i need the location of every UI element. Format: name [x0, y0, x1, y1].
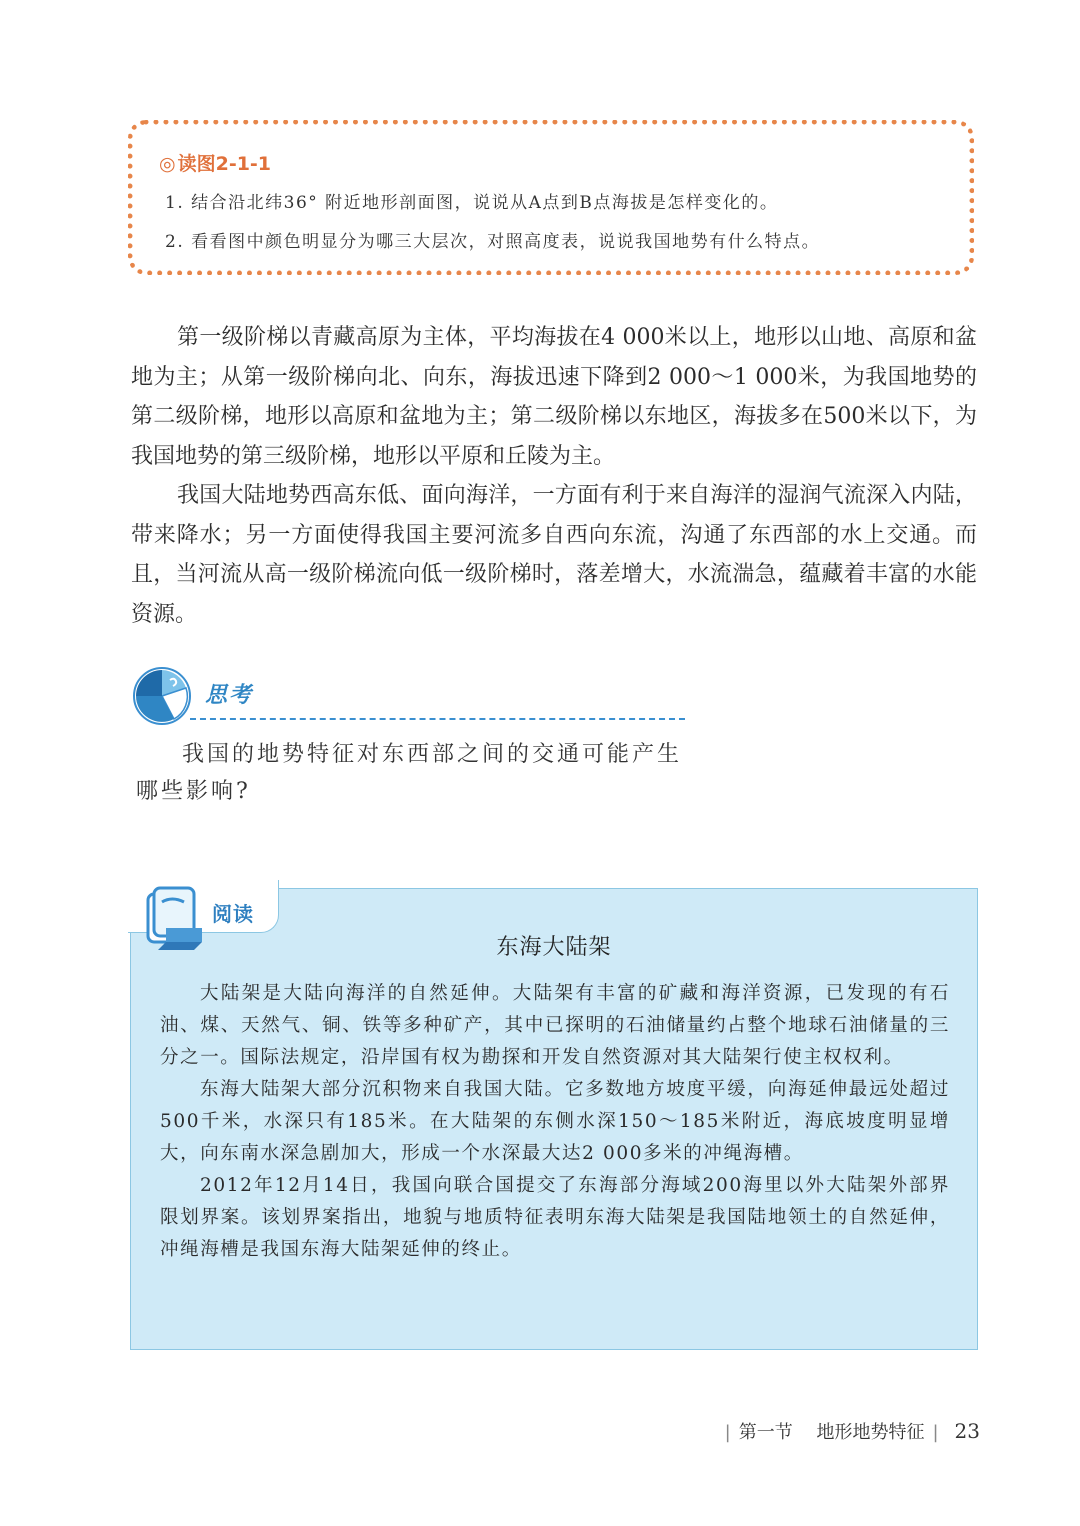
think-label: 思考 [205, 683, 254, 708]
main-text [131, 318, 977, 634]
reading-title: 东海大陆架 [496, 935, 612, 960]
think-pie-icon [132, 666, 192, 726]
footer-section: 第一节 [738, 1422, 793, 1443]
page-footer [717, 1418, 980, 1444]
think-question: 我国的地势特征对东西部之间的交通可能产生哪些影响? [136, 742, 683, 804]
target-icon: ◎ [159, 153, 176, 175]
reading-label: 阅读 [212, 902, 254, 926]
think-divider [190, 718, 685, 720]
footer-divider: | [932, 1422, 939, 1443]
read-question-2: 2. 看看图中颜色明显分为哪三大层次，对照高度表，说说我国地势有什么特点。 [165, 232, 821, 252]
reading-text [160, 978, 950, 1266]
footer-chapter-title: 地形地势特征 [816, 1422, 925, 1443]
reading-paragraph-2: 东海大陆架大部分沉积物来自我国大陆。它多数地方坡度平缓，向海延伸最远处超过500千米，水深只有185米。在大陆架的东侧水深150～185米附近，海底坡度明显增大，向东南水深急剧加大，形成一个水深最大达2 000多米的冲绳海槽。 [160, 1079, 950, 1164]
read-question-1: 1. 结合沿北纬36° 附近地形剖面图，说说从A点到B点海拔是怎样变化的。 [165, 193, 779, 213]
body-paragraph-2: 我国大陆地势西高东低、面向海洋，一方面有利于来自海洋的湿润气流深入内陆，带来降水；另一方面使得我国主要河流多自西向东流，沟通了东西部的水上交通。而且，当河流从高一级阶梯流向低一级阶梯时，落差增大，水流湍急，蕴藏着丰富的水能资源。 [131, 483, 977, 627]
reading-paragraph-1: 大陆架是大陆向海洋的自然延伸。大陆架有丰富的矿藏和海洋资源，已发现的有石油、煤、天然气、铜、铁等多种矿产，其中已探明的石油储量约占整个地球石油储量的三分之一。国际法规定，沿岸国有权为勘探和开发自然资源对其大陆架行使主权权利。 [160, 983, 950, 1068]
page-number: 23 [954, 1419, 980, 1443]
read-figure-box [128, 120, 974, 275]
read-figure-title: ◎ 读图2-1-1 [159, 153, 272, 175]
reading-paragraph-3: 2012年12月14日，我国向联合国提交了东海部分海域200海里以外大陆架外部界限划界案。该划界案指出，地貌与地质特征表明东海大陆架是我国陆地领土的自然延伸，冲绳海槽是我国东海大陆架延伸的终止。 [160, 1175, 950, 1260]
footer-divider: | [724, 1422, 731, 1443]
body-paragraph-1: 第一级阶梯以青藏高原为主体，平均海拔在4 000米以上，地形以山地、高原和盆地为主；从第一级阶梯向北、向东，海拔迅速下降到2 000～1 000米，为我国地势的第二级阶梯，地形以高原和盆地为主；第二级阶梯以东地区，海拔多在500米以下，为我国地势的第三级阶梯，地形以平原和丘陵为主。 [131, 325, 977, 469]
